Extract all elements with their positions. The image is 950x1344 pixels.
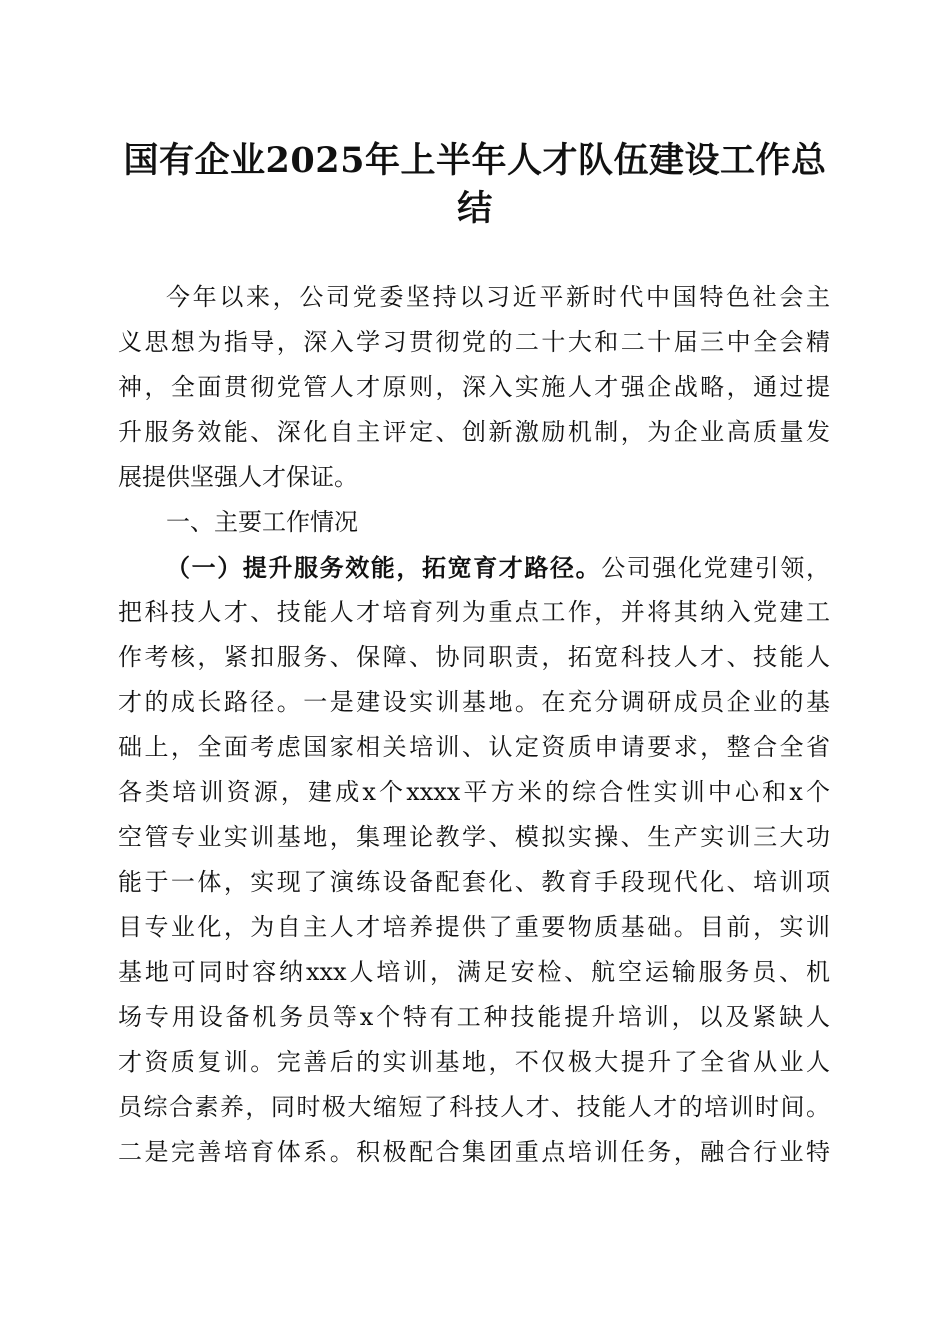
subsection-heading: （一）提升服务效能，拓宽育才路径。: [166, 553, 602, 582]
intro-line: 义思想为指导，深入学习贯彻党的二十大和二十届三中全会精: [118, 328, 830, 356]
intro-line: 神，全面贯彻党管人才原则，深入实施人才强企战略，通过提: [118, 373, 830, 401]
body-line: 础上，全面考虑国家相关培训、认定资质申请要求，整合全省: [118, 733, 830, 761]
body-line: 空管专业实训基地，集理论教学、模拟实操、生产实训三大功: [118, 823, 830, 851]
body-line: 把科技人才、技能人才培育列为重点工作，并将其纳入党建工: [118, 598, 830, 626]
body-line: 作考核，紧扣服务、保障、协同职责，拓宽科技人才、技能人: [118, 643, 830, 671]
document-body: [118, 275, 830, 1175]
body-line: 员综合素养，同时极大缩短了科技人才、技能人才的培训时间。: [118, 1093, 830, 1121]
body-line: 能于一体，实现了演练设备配套化、教育手段现代化、培训项: [118, 868, 830, 896]
subsection-first-line: [118, 545, 830, 590]
body-line: 各类培训资源，建成x个xxxx平方米的综合性实训中心和x个: [118, 778, 830, 806]
section-heading: 一、主要工作情况: [166, 508, 358, 536]
body-line: 场专用设备机务员等x个特有工种技能提升培训，以及紧缺人: [118, 1003, 830, 1031]
title-line-1: 国有企业2025年上半年人才队伍建设工作总: [123, 140, 827, 181]
body-line: 才资质复训。完善后的实训基地，不仅极大提升了全省从业人: [118, 1048, 830, 1076]
subsection-text: 公司强化党建引领，: [601, 554, 830, 582]
body-line: 二是完善培育体系。积极配合集团重点培训任务，融合行业特: [118, 1138, 830, 1166]
document-title: [118, 137, 832, 233]
intro-line: 展提供坚强人才保证。: [118, 463, 358, 491]
body-line: 目专业化，为自主人才培养提供了重要物质基础。目前，实训: [118, 913, 830, 941]
intro-line: 今年以来，公司党委坚持以习近平新时代中国特色社会主: [166, 283, 830, 311]
body-line: 基地可同时容纳xxx人培训，满足安检、航空运输服务员、机: [118, 958, 830, 986]
intro-line: 升服务效能、深化自主评定、创新激励机制，为企业高质量发: [118, 418, 830, 446]
title-line-2: 结: [457, 188, 493, 229]
body-line: 才的成长路径。一是建设实训基地。在充分调研成员企业的基: [118, 688, 830, 716]
